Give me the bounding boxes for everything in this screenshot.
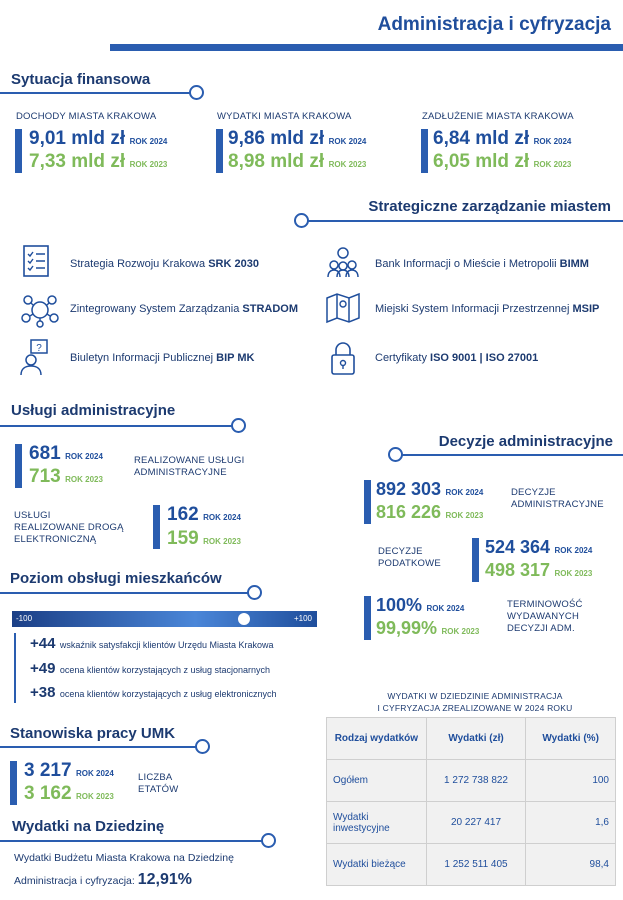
table-row <box>327 760 616 802</box>
table-cell: 1,6 <box>526 802 616 844</box>
section-line-finance <box>0 92 190 94</box>
section-title-domain-spending: Wydatki na Dziedzinę <box>12 818 165 835</box>
income-label: DOCHODY MIASTA KRAKOWA <box>16 111 157 122</box>
table-cell: 98,4 <box>526 844 616 886</box>
table-cell: 1 272 738 822 <box>426 760 526 802</box>
network-icon <box>20 292 60 328</box>
section-title-services: Usługi administracyjne <box>11 402 176 419</box>
decisions-admin-2024: 892 303 ROK 2024 <box>376 479 484 499</box>
decisions-timeliness-label: TERMINOWOŚĆ WYDAWANYCH DECYZJI ADM. <box>507 599 583 634</box>
jobs-label: LICZBA ETATÓW <box>138 772 179 795</box>
debt-label: ZADŁUŻENIE MIASTA KRAKOWA <box>422 111 574 122</box>
svg-text:?: ? <box>36 343 42 354</box>
decisions-timeliness-bar <box>364 596 371 640</box>
decisions-tax-2024: 524 364 ROK 2024 <box>485 537 593 557</box>
table-cell: 100 <box>526 760 616 802</box>
section-ring-finance <box>189 85 204 100</box>
services-realized-2024: 681 ROK 2024 <box>29 443 103 464</box>
section-ring-decisions <box>388 447 403 462</box>
services-electronic-bar <box>153 505 160 549</box>
satisfaction-row: +38 ocena klientów korzystających z usług elektronicznych <box>30 684 277 701</box>
satisfaction-row: +49 ocena klientów korzystających z usług stacjonarnych <box>30 660 271 677</box>
section-ring-jobs <box>195 739 210 754</box>
services-electronic-2023: 159 ROK 2023 <box>167 528 241 549</box>
section-line-satisfaction <box>0 592 248 594</box>
table-header-row <box>327 718 616 760</box>
table-row <box>327 844 616 886</box>
services-realized-label: REALIZOWANE USŁUGI ADMINISTRACYJNE <box>134 455 245 478</box>
section-line-decisions <box>400 454 623 456</box>
table-header: Wydatki (zł) <box>426 718 526 760</box>
section-line-jobs <box>0 746 196 748</box>
table-cell: Ogółem <box>327 760 427 802</box>
strategic-item-bip: Biuletyn Informacji Publicznej BIP MK <box>70 352 255 364</box>
decisions-tax-2023: 498 317 ROK 2023 <box>485 560 593 580</box>
decisions-timeliness-2024: 100% ROK 2024 <box>376 595 465 615</box>
strategic-item-iso: Certyfikaty ISO 9001 | ISO 27001 <box>375 352 539 364</box>
debt-2024: 6,84 mld zł ROK 2024 <box>433 128 572 149</box>
table-header: Wydatki (%) <box>526 718 616 760</box>
expenses-2024: 9,86 mld zł ROK 2024 <box>228 128 367 149</box>
spending-table <box>326 717 616 886</box>
table-cell: 20 227 417 <box>426 802 526 844</box>
satisfaction-guide-line <box>14 633 16 703</box>
strategic-item-stradom: Zintegrowany System Zarządzania STRADOM <box>70 303 299 315</box>
section-title-jobs: Stanowiska pracy UMK <box>10 725 176 742</box>
jobs-2023: 3 162 ROK 2023 <box>24 783 114 804</box>
decisions-admin-2023: 816 226 ROK 2023 <box>376 502 484 522</box>
decisions-tax-bar <box>472 538 479 582</box>
title-underline <box>110 44 623 51</box>
decisions-timeliness-2023: 99,99% ROK 2023 <box>376 618 480 638</box>
scale-max-label: +100 <box>293 614 312 623</box>
satisfaction-row: +44 wskaźnik satysfakcji klientów Urzędu Miasta Krakowa <box>30 635 274 652</box>
services-electronic-label: USŁUGI REALIZOWANE DROGĄ ELEKTRONICZNĄ <box>14 510 124 545</box>
section-line-strategic <box>304 220 623 222</box>
debt-bar <box>421 129 428 173</box>
page-title: Administracja i cyfryzacja <box>377 14 611 35</box>
expenses-bar <box>216 129 223 173</box>
income-2023: 7,33 mld zł ROK 2023 <box>29 151 168 172</box>
section-title-strategic: Strategiczne zarządzanie miastem <box>368 198 611 215</box>
table-row <box>327 802 616 844</box>
domain-spending-line2: Administracja i cyfryzacja: 12,91% <box>14 871 192 888</box>
info-person-icon <box>19 338 51 376</box>
spending-table-caption: WYDATKI W DZIEDZINIE ADMINISTRACJA I CYFRYZACJA ZREALIZOWANE W 2024 ROKU <box>377 691 573 713</box>
map-icon <box>325 292 361 324</box>
table-cell: Wydatki inwestycyjne <box>327 802 427 844</box>
decisions-admin-bar <box>364 480 371 524</box>
income-2024: 9,01 mld zł ROK 2024 <box>29 128 168 149</box>
section-line-services <box>0 425 232 427</box>
services-realized-bar <box>15 444 22 488</box>
scale-min-label: -100 <box>16 614 33 623</box>
people-network-icon <box>326 246 360 278</box>
section-line-domain-spending <box>0 840 262 842</box>
expenses-2023: 8,98 mld zł ROK 2023 <box>228 151 367 172</box>
satisfaction-scale <box>12 611 317 627</box>
checklist-icon <box>22 244 50 278</box>
section-ring-domain-spending <box>261 833 276 848</box>
jobs-bar <box>10 761 17 805</box>
strategic-item-srk: Strategia Rozwoju Krakowa SRK 2030 <box>70 258 259 270</box>
strategic-item-bimm: Bank Informacji o Mieście i Metropolii BIMM <box>375 258 589 270</box>
debt-2023: 6,05 mld zł ROK 2023 <box>433 151 572 172</box>
padlock-icon <box>330 340 356 376</box>
decisions-tax-label: DECYZJE PODATKOWE <box>378 546 441 569</box>
strategic-item-msip: Miejski System Informacji Przestrzennej MSIP <box>375 303 600 315</box>
section-title-decisions: Decyzje administracyjne <box>438 433 613 450</box>
domain-spending-line1: Wydatki Budżetu Miasta Krakowa na Dziedzinę <box>14 852 234 864</box>
decisions-admin-label: DECYZJE ADMINISTRACYJNE <box>511 487 604 510</box>
section-title-finance: Sytuacja finansowa <box>11 71 151 88</box>
section-ring-satisfaction <box>247 585 262 600</box>
section-ring-strategic <box>294 213 309 228</box>
section-title-satisfaction: Poziom obsługi mieszkańców <box>10 570 222 587</box>
scale-marker <box>238 613 250 625</box>
services-electronic-2024: 162 ROK 2024 <box>167 504 241 525</box>
table-header: Rodzaj wydatków <box>327 718 427 760</box>
expenses-label: WYDATKI MIASTA KRAKOWA <box>217 111 352 122</box>
table-cell: 1 252 511 405 <box>426 844 526 886</box>
table-cell: Wydatki bieżące <box>327 844 427 886</box>
jobs-2024: 3 217 ROK 2024 <box>24 760 114 781</box>
section-ring-services <box>231 418 246 433</box>
services-realized-2023: 713 ROK 2023 <box>29 466 103 487</box>
income-bar <box>15 129 22 173</box>
